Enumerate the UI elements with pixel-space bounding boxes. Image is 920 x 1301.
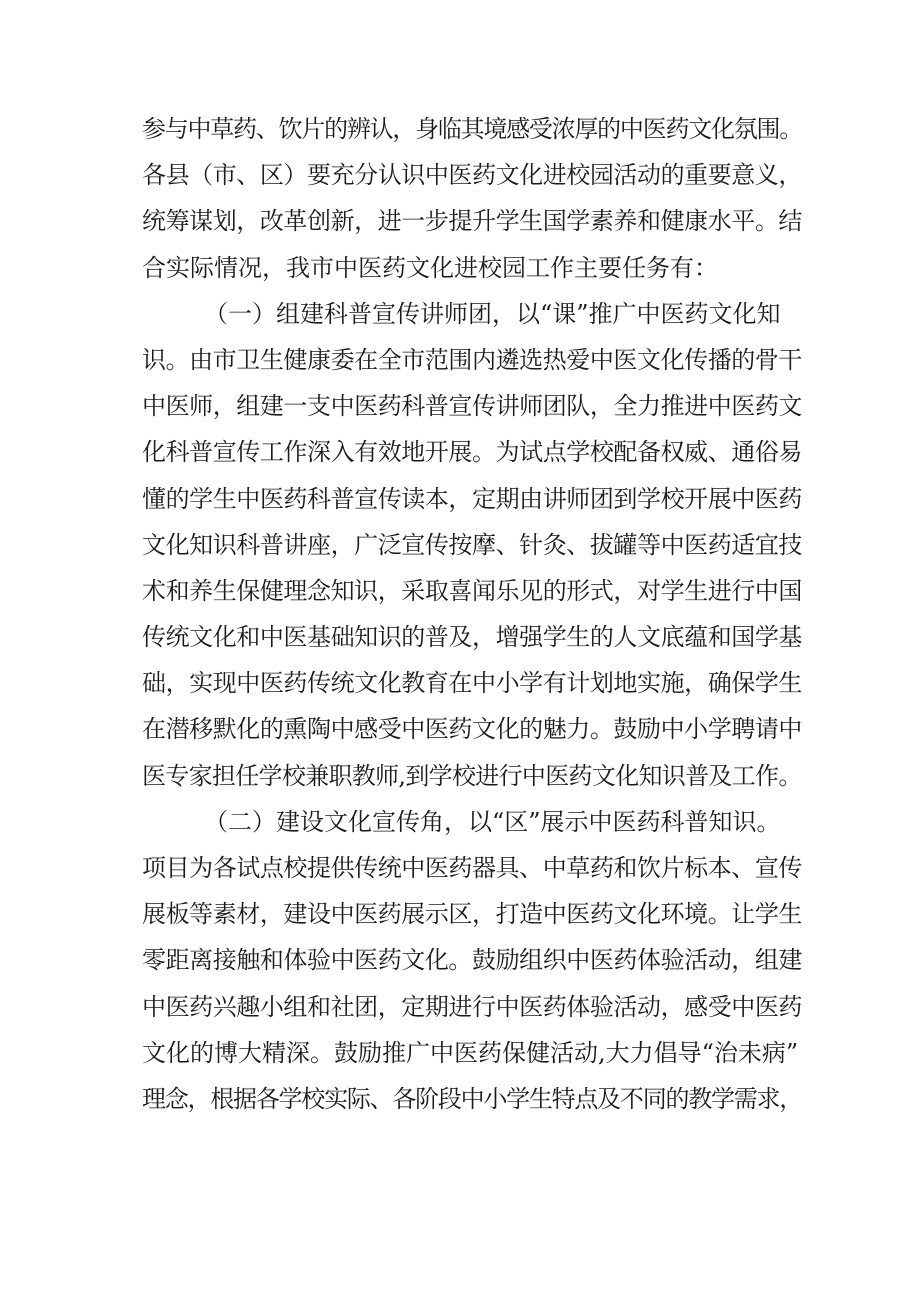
body-text-line: 术和养生保健理念知识，采取喜闻乐见的形式，对学生进行中国: [142, 576, 802, 605]
body-text-line: 文化知识科普讲座，广泛宣传按摩、针灸、拔罐等中医药适宜技: [142, 530, 802, 559]
body-text-line: 中医药兴趣小组和社团，定期进行中医药体验活动，感受中医药: [142, 992, 802, 1021]
body-text-line: 展板等素材，建设中医药展示区，打造中医药文化环境。让学生: [142, 900, 802, 929]
body-text-line: 化科普宣传工作深入有效地开展。为试点学校配备权威、通俗易: [142, 438, 802, 467]
section-heading-line: （一）组建科普宣传讲师团，以“课”推广中医药文化知: [204, 299, 781, 328]
body-text-line: 础，实现中医药传统文化教育在中小学有计划地实施，确保学生: [142, 669, 802, 698]
document-body: [142, 106, 802, 1122]
section-heading-line: （二）建设文化宣传角，以“区”展示中医药科普知识。: [204, 807, 781, 836]
body-text-line: 传统文化和中医基础知识的普及，增强学生的人文底蕴和国学基: [142, 623, 802, 652]
body-text-line: 项目为各试点校提供传统中医药器具、中草药和饮片标本、宣传: [142, 854, 802, 882]
body-text-line: 在潜移默化的熏陶中感受中医药文化的魅力。鼓励中小学聘请中: [142, 715, 802, 744]
body-text-line: 理念，根据各学校实际、各阶段中小学生特点及不同的教学需求，: [142, 1084, 802, 1113]
body-text-line: 合实际情况，我市中医药文化进校园工作主要任务有：: [142, 253, 718, 282]
body-text-line: 懂的学生中医药科普宣传读本，定期由讲师团到学校开展中医药: [142, 484, 802, 513]
body-text-line: 参与中草药、饮片的辨认，身临其境感受浓厚的中医药文化氛围。: [142, 115, 802, 143]
body-text-line: 中医师，组建一支中医药科普宣传讲师团队，全力推进中医药文: [142, 392, 802, 421]
body-text-line: 各县（市、区）要充分认识中医药文化进校园活动的重要意义，: [142, 161, 802, 190]
body-text-line: 零距离接触和体验中医药文化。鼓励组织中医药体验活动，组建: [142, 946, 802, 975]
body-text-line: 文化的博大精深。鼓励推广中医药保健活动,大力倡导“治未病”: [142, 1038, 799, 1067]
body-text-line: 统筹谋划，改革创新，进一步提升学生国学素养和健康水平。结: [142, 207, 802, 236]
body-text-line: 医专家担任学校兼职教师,到学校进行中医药文化知识普及工作。: [142, 761, 802, 790]
body-text-line: 识。由市卫生健康委在全市范围内遴选热爱中医文化传播的骨干: [142, 345, 802, 374]
